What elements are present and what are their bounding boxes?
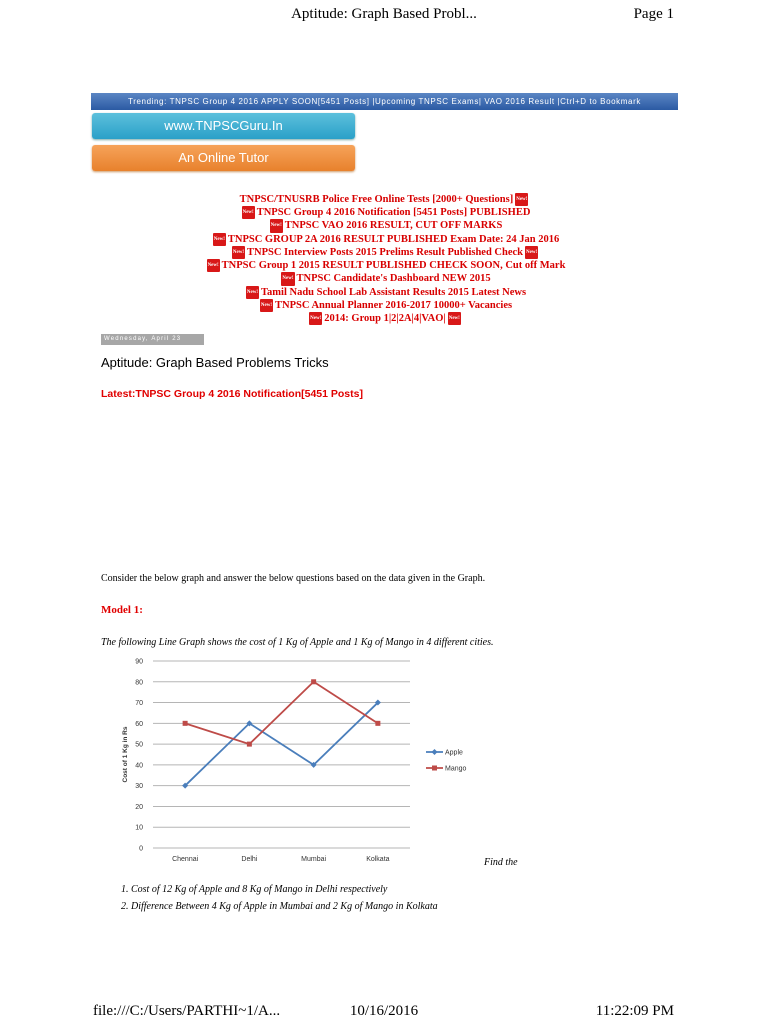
y-tick-label: 30 xyxy=(135,783,143,791)
news-link-text: 2014: Group 1|2|2A|4|VAO| xyxy=(324,312,446,324)
model-heading: Model 1: xyxy=(101,604,143,616)
line-chart xyxy=(113,653,493,871)
new-badge-icon: New! xyxy=(260,299,273,312)
trending-bar[interactable]: Trending: TNPSC Group 4 2016 APPLY SOON[5451 Posts] |Upcoming TNPSC Exams| VAO 2016 Result |Ctrl+D to Bookmark xyxy=(91,93,678,110)
data-point-mango xyxy=(375,721,380,726)
x-tick-label: Chennai xyxy=(172,856,199,863)
news-link[interactable] xyxy=(150,219,620,232)
news-link[interactable] xyxy=(150,206,620,219)
news-link[interactable] xyxy=(150,312,620,325)
x-tick-label: Delhi xyxy=(241,856,258,863)
legend-label: Mango xyxy=(445,765,467,773)
online-tutor-button[interactable]: An Online Tutor xyxy=(92,145,355,171)
y-tick-label: 90 xyxy=(135,658,143,666)
x-tick-label: Kolkata xyxy=(366,856,390,863)
series-line-mango xyxy=(185,682,378,744)
question-list xyxy=(101,884,438,918)
new-badge-icon: New! xyxy=(309,312,322,325)
news-link[interactable] xyxy=(150,233,620,246)
news-link-text: TNPSC Annual Planner 2016-2017 10000+ Vacancies xyxy=(274,299,513,311)
question-item: 1. Cost of 12 Kg of Apple and 8 Kg of Mango in Delhi respectively xyxy=(131,884,438,895)
x-tick-label: Mumbai xyxy=(301,856,327,863)
new-badge-icon: New! xyxy=(242,206,255,219)
news-link[interactable] xyxy=(150,193,620,206)
news-link[interactable] xyxy=(150,299,620,312)
legend-marker xyxy=(432,749,438,755)
news-link-text: TNPSC GROUP 2A 2016 RESULT PUBLISHED Exam Date: 24 Jan 2016 xyxy=(227,233,560,245)
y-tick-label: 60 xyxy=(135,720,143,728)
footer-file-path: file:///C:/Users/PARTHI~1/A... xyxy=(93,1003,281,1019)
news-link-text: TNPSC Group 1 2015 RESULT PUBLISHED CHECK SOON, Cut off Mark xyxy=(221,260,566,272)
data-point-mango xyxy=(311,679,316,684)
new-badge-icon: New! xyxy=(270,219,283,232)
y-axis-label: Cost of 1 Kg in Rs xyxy=(122,726,129,783)
print-header-title: Aptitude: Graph Based Probl... xyxy=(291,6,477,22)
new-badge-icon: New! xyxy=(246,286,259,299)
y-tick-label: 40 xyxy=(135,762,143,770)
news-link[interactable] xyxy=(150,246,620,259)
new-badge-icon: New! xyxy=(232,246,245,259)
news-link[interactable] xyxy=(150,272,620,285)
y-tick-label: 10 xyxy=(135,824,143,832)
new-badge-icon: New! xyxy=(515,193,528,206)
data-point-mango xyxy=(183,721,188,726)
data-point-mango xyxy=(247,742,252,747)
new-badge-icon: New! xyxy=(207,259,220,272)
y-tick-label: 20 xyxy=(135,803,143,811)
new-badge-icon: New! xyxy=(213,233,226,246)
news-link-text: TNPSC Interview Posts 2015 Prelims Result Published Check xyxy=(246,246,523,258)
news-link-text: TNPSC VAO 2016 RESULT, CUT OFF MARKS xyxy=(284,220,503,232)
latest-notification-link[interactable]: Latest:TNPSC Group 4 2016 Notification[5451 Posts] xyxy=(101,388,363,400)
y-tick-label: 70 xyxy=(135,700,143,708)
new-badge-icon: New! xyxy=(525,246,538,259)
footer-date: 10/16/2016 xyxy=(349,1003,419,1019)
news-link[interactable] xyxy=(150,259,620,272)
news-link-text: TNPSC Group 4 2016 Notification [5451 Posts] PUBLISHED xyxy=(256,207,531,219)
legend-label: Apple xyxy=(445,749,463,757)
news-link-text: TNPSC/TNUSRB Police Free Online Tests [2000+ Questions] xyxy=(239,194,514,206)
new-badge-icon: New! xyxy=(281,272,294,285)
new-badge-icon: New! xyxy=(448,312,461,325)
news-link-text: TNPSC Candidate's Dashboard NEW 2015 xyxy=(296,273,491,285)
news-link[interactable] xyxy=(150,286,620,299)
question-item: 2. Difference Between 4 Kg of Apple in Mumbai and 2 Kg of Mango in Kolkata xyxy=(131,901,438,912)
y-tick-label: 50 xyxy=(135,741,143,749)
y-tick-label: 0 xyxy=(139,845,143,853)
post-title: Aptitude: Graph Based Problems Tricks xyxy=(101,355,329,370)
news-link-text: Tamil Nadu School Lab Assistant Results 2015 Latest News xyxy=(261,286,527,298)
site-url-button[interactable]: www.TNPSCGuru.In xyxy=(92,113,355,139)
post-date: Wednesday, April 23 xyxy=(101,334,204,345)
legend-marker xyxy=(432,766,437,771)
news-links-list xyxy=(150,193,620,325)
find-the-text: Find the xyxy=(484,857,518,868)
footer-time: 11:22:09 PM xyxy=(595,1003,674,1019)
graph-description: The following Line Graph shows the cost of 1 Kg of Apple and 1 Kg of Mango in 4 different cities. xyxy=(101,637,494,648)
print-page-number: Page 1 xyxy=(633,6,674,22)
y-tick-label: 80 xyxy=(135,679,143,687)
instruction-paragraph: Consider the below graph and answer the below questions based on the data given in the Graph. xyxy=(101,573,486,584)
